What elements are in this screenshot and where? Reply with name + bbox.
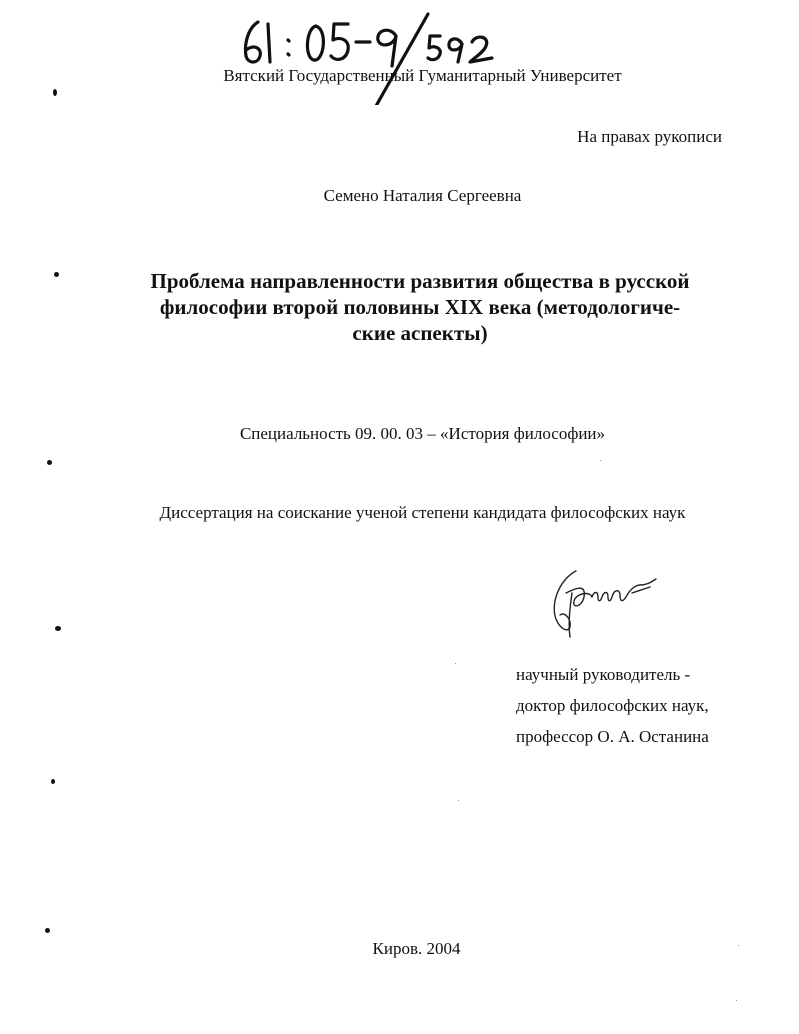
title-line: философии второй половины XIX века (методологиче- — [159, 295, 681, 319]
scan-mark — [45, 928, 50, 933]
title-line: Проблема направленности развития общества в русской — [150, 269, 690, 293]
scan-speck — [736, 1000, 737, 1001]
scan-mark — [51, 779, 55, 784]
title-line: ские аспекты) — [352, 321, 488, 345]
advisor-line: профессор О. А. Останина — [516, 727, 709, 746]
advisor-line: доктор философских наук, — [516, 696, 709, 715]
scan-speck — [455, 663, 456, 664]
place-and-year: Киров. 2004 — [372, 939, 461, 958]
advisor-line: научный руководитель - — [516, 665, 691, 684]
dissertation-note: Диссертация на соискание ученой степени кандидата философских наук — [159, 503, 686, 522]
scan-speck — [458, 800, 459, 801]
scan-mark — [47, 460, 52, 465]
scan-mark — [55, 626, 61, 631]
specialty-line: Специальность 09. 00. 03 – «История философии» — [239, 424, 606, 443]
scan-speck — [600, 460, 601, 461]
author-name: Семено Наталия Сергеевна — [323, 186, 522, 205]
scan-mark — [54, 272, 59, 277]
scan-mark — [53, 89, 57, 96]
scan-speck — [738, 945, 739, 946]
handwritten-archive-number — [236, 10, 506, 105]
dissertation-title — [110, 268, 730, 346]
handwritten-signature — [546, 563, 666, 643]
organization-name: Вятский Государственный Гуманитарный Университет — [223, 66, 622, 85]
rights-note: На правах рукописи — [577, 127, 722, 146]
